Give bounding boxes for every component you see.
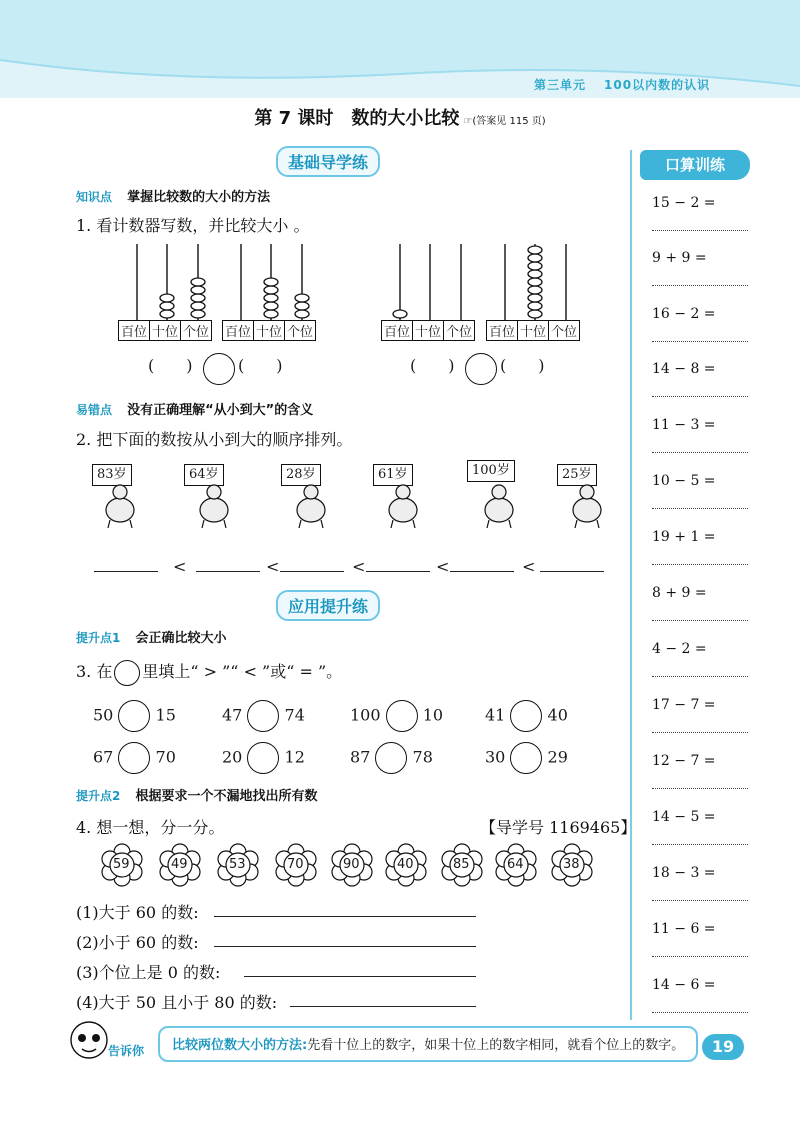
calc-item: 14 − 5 = bbox=[652, 809, 716, 825]
q1-answer-d[interactable]: ( ) bbox=[500, 356, 545, 375]
upgrade-point-1: 提升点1 会正确比较大小 bbox=[76, 631, 227, 646]
lt-sign: < bbox=[436, 557, 450, 576]
flower-number: 70 bbox=[287, 857, 304, 872]
q4-blank-4[interactable] bbox=[290, 1005, 476, 1007]
section-basic: 基础导学练 bbox=[276, 146, 380, 177]
compare-circle[interactable] bbox=[247, 742, 279, 774]
calc-answer-line[interactable] bbox=[652, 341, 748, 342]
calc-item: 16 − 2 = bbox=[652, 306, 716, 322]
calc-answer-line[interactable] bbox=[652, 900, 748, 901]
mascot-icon bbox=[64, 1018, 114, 1068]
tip-box: 比较两位数大小的方法:先看十位上的数字，如果十位上的数字相同，就看个位上的数字。 bbox=[158, 1026, 698, 1062]
age-card: 28岁 bbox=[281, 464, 321, 486]
tell-you-label: 告诉你 bbox=[108, 1044, 145, 1058]
calc-item: 12 − 7 = bbox=[652, 753, 716, 769]
q3-item-5: 67 70 bbox=[93, 742, 176, 774]
question-4: 4. 想一想，分一分。 bbox=[76, 818, 225, 837]
order-blank-5[interactable] bbox=[450, 570, 514, 572]
lt-sign: < bbox=[522, 557, 536, 576]
compare-circle[interactable] bbox=[118, 742, 150, 774]
q3-item-7: 87 78 bbox=[350, 742, 433, 774]
unit-label: 第三单元 100以内数的认识 bbox=[534, 78, 711, 92]
order-blank-3[interactable] bbox=[280, 570, 344, 572]
side-title: 口算训练 bbox=[640, 150, 750, 180]
question-1: 1. 看计数器写数，并比较大小 。 bbox=[76, 216, 310, 235]
calc-answer-line[interactable] bbox=[652, 732, 748, 733]
q4-blank-3[interactable] bbox=[244, 975, 476, 977]
flower-number: 53 bbox=[229, 857, 246, 872]
q3-item-4: 41 40 bbox=[485, 700, 568, 732]
flower-number: 59 bbox=[113, 857, 130, 872]
age-card: 61岁 bbox=[373, 464, 413, 486]
abacus-a-labels: 百位 十位 个位 bbox=[118, 320, 212, 341]
lesson-title: 第 7 课时 数的大小比较 ☞(答案见 115 页) bbox=[254, 108, 546, 129]
guide-number: 【导学号 1169465】 bbox=[480, 818, 637, 837]
compare-circle[interactable] bbox=[247, 700, 279, 732]
calc-item: 11 − 3 = bbox=[652, 417, 716, 433]
calc-item: 19 + 1 = bbox=[652, 529, 716, 545]
calc-item: 17 − 7 = bbox=[652, 697, 716, 713]
age-card: 100岁 bbox=[467, 460, 515, 482]
knowledge-point: 知识点 掌握比较数的大小的方法 bbox=[76, 190, 271, 205]
abacus-b-labels: 百位 十位 个位 bbox=[222, 320, 316, 341]
calc-answer-line[interactable] bbox=[652, 396, 748, 397]
calc-item: 14 − 6 = bbox=[652, 977, 716, 993]
compare-circle[interactable] bbox=[118, 700, 150, 732]
turtle-illustrations bbox=[90, 484, 620, 530]
calc-item: 11 − 6 = bbox=[652, 921, 716, 937]
calc-answer-line[interactable] bbox=[652, 508, 748, 509]
q4-blank-1[interactable] bbox=[214, 915, 476, 917]
compare-circle[interactable] bbox=[375, 742, 407, 774]
header-band bbox=[0, 0, 800, 98]
calc-answer-line[interactable] bbox=[652, 1012, 748, 1013]
calc-item: 18 − 3 = bbox=[652, 865, 716, 881]
q3-item-8: 30 29 bbox=[485, 742, 568, 774]
q3-item-3: 100 10 bbox=[350, 700, 443, 732]
abacus-c-labels: 百位 十位 个位 bbox=[381, 320, 475, 341]
q1-answer-c[interactable]: ( ) bbox=[410, 356, 455, 375]
age-card: 25岁 bbox=[557, 464, 597, 486]
calc-item: 14 − 8 = bbox=[652, 361, 716, 377]
question-2: 2. 把下面的数按从小到大的顺序排列。 bbox=[76, 430, 353, 449]
mistake-tag: 易错点 bbox=[76, 403, 113, 417]
lt-sign: < bbox=[266, 557, 280, 576]
calc-answer-line[interactable] bbox=[652, 956, 748, 957]
calc-item: 15 − 2 = bbox=[652, 195, 716, 211]
calc-answer-line[interactable] bbox=[652, 620, 748, 621]
flower-number: 38 bbox=[563, 857, 580, 872]
q3-item-2: 47 74 bbox=[222, 700, 305, 732]
knowledge-tag: 知识点 bbox=[76, 190, 113, 204]
compare-circle[interactable] bbox=[510, 742, 542, 774]
abacus-d-labels: 百位 十位 个位 bbox=[486, 320, 580, 341]
upgrade-tag-1: 提升点1 bbox=[76, 631, 121, 645]
circle-icon bbox=[114, 660, 140, 686]
calc-item: 4 − 2 = bbox=[652, 641, 707, 657]
calc-answer-line[interactable] bbox=[652, 788, 748, 789]
flower-number: 49 bbox=[171, 857, 188, 872]
calc-answer-line[interactable] bbox=[652, 564, 748, 565]
compare-circle[interactable] bbox=[386, 700, 418, 732]
age-card: 83岁 bbox=[92, 464, 132, 486]
q1-compare-circle-2[interactable] bbox=[465, 353, 497, 385]
order-blank-6[interactable] bbox=[540, 570, 604, 572]
age-card: 64岁 bbox=[184, 464, 224, 486]
q4-item-2: (2)小于 60 的数: bbox=[76, 933, 199, 952]
question-3: 3. 在 里填上“ > ”“ < ”或“ = ”。 bbox=[76, 659, 342, 686]
q4-blank-2[interactable] bbox=[214, 945, 476, 947]
lt-sign: < bbox=[173, 557, 187, 576]
upgrade-tag-2: 提升点2 bbox=[76, 789, 121, 803]
q4-item-1: (1)大于 60 的数: bbox=[76, 903, 199, 922]
flower-number: 64 bbox=[507, 857, 524, 872]
calc-item: 8 + 9 = bbox=[652, 585, 707, 601]
q1-answer-b[interactable]: ( ) bbox=[238, 356, 283, 375]
q1-answer-a[interactable]: ( ) bbox=[148, 356, 193, 375]
compare-circle[interactable] bbox=[510, 700, 542, 732]
calc-answer-line[interactable] bbox=[652, 844, 748, 845]
order-blank-1[interactable] bbox=[94, 570, 158, 572]
calc-answer-line[interactable] bbox=[652, 285, 748, 286]
q4-item-3: (3)个位上是 0 的数: bbox=[76, 963, 221, 982]
calc-item: 10 − 5 = bbox=[652, 473, 716, 489]
calc-answer-line[interactable] bbox=[652, 230, 748, 231]
order-blank-2[interactable] bbox=[196, 570, 260, 572]
calc-answer-line[interactable] bbox=[652, 676, 748, 677]
section-apply: 应用提升练 bbox=[276, 590, 380, 621]
lt-sign: < bbox=[352, 557, 366, 576]
q4-item-4: (4)大于 50 且小于 80 的数: bbox=[76, 993, 278, 1012]
order-blank-4[interactable] bbox=[366, 570, 430, 572]
q3-item-1: 50 15 bbox=[93, 700, 176, 732]
page-number: 19 bbox=[702, 1034, 744, 1060]
mistake-point: 易错点 没有正确理解“从小到大”的含义 bbox=[76, 403, 314, 418]
calc-item: 9 + 9 = bbox=[652, 250, 707, 266]
flower-number: 90 bbox=[343, 857, 360, 872]
flower-number: 40 bbox=[397, 857, 414, 872]
upgrade-point-2: 提升点2 根据要求一个不漏地找出所有数 bbox=[76, 789, 318, 804]
q1-compare-circle-1[interactable] bbox=[203, 353, 235, 385]
flower-number: 85 bbox=[453, 857, 470, 872]
calc-answer-line[interactable] bbox=[652, 452, 748, 453]
q3-item-6: 20 12 bbox=[222, 742, 305, 774]
